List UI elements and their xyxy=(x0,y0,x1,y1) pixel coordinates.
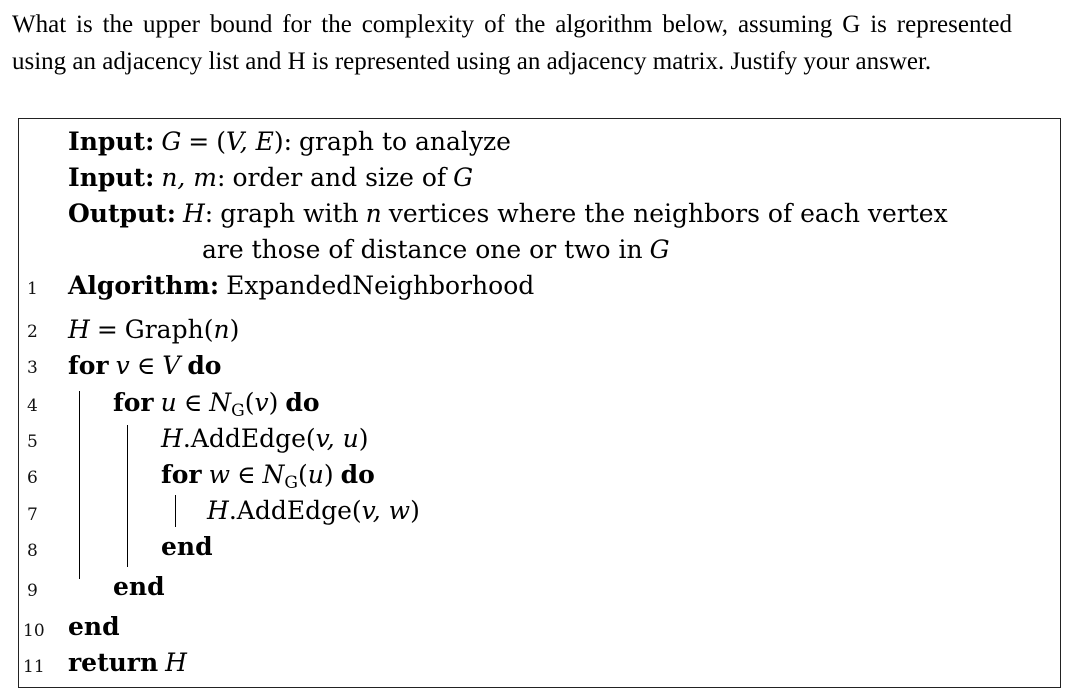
line-number: 4 xyxy=(27,396,38,416)
code-line-10: end xyxy=(68,612,120,641)
loop-bar-middle xyxy=(127,425,128,567)
line-number: 5 xyxy=(27,432,38,452)
output-line: Output: H: graph with n vertices where the neighbors of each vertex xyxy=(68,199,948,228)
algorithm-title: Algorithm: ExpandedNeighborhood xyxy=(68,271,535,300)
code-line-5: H.AddEdge(v, u) xyxy=(161,424,369,453)
line-number: 6 xyxy=(27,468,38,488)
code-line-11: return H xyxy=(68,648,187,677)
line-number: 2 xyxy=(27,322,38,342)
line-number: 7 xyxy=(27,505,38,525)
line-number: 9 xyxy=(27,581,38,601)
code-line-2: H = Graph(n) xyxy=(68,315,240,344)
code-line-9: end xyxy=(113,572,165,601)
question-text: What is the upper bound for the complexity of the algorithm below, assuming G is represented using an adjacency list and H is represented using an adjacency matrix. Justify your answer. xyxy=(12,11,1012,75)
loop-bar-inner xyxy=(175,495,176,527)
input-line-1: Input: G = (V, E): graph to analyze xyxy=(68,127,511,156)
code-line-4: for u ∈ $N_G(v)$ do xyxy=(113,388,320,421)
code-line-7: H.AddEdge(v, w) xyxy=(207,496,420,525)
line-number: 3 xyxy=(27,358,38,378)
line-number: 1 xyxy=(27,279,38,299)
code-line-6: for w ∈ $N_G(u)$ do xyxy=(161,460,375,493)
algorithm-box xyxy=(18,118,1061,688)
output-continuation: are those of distance one or two in G xyxy=(202,235,670,264)
line-number: 8 xyxy=(27,541,38,561)
loop-bar-outer xyxy=(79,391,80,579)
line-number: 11 xyxy=(23,657,45,677)
code-line-8: end xyxy=(161,532,213,561)
line-number: 10 xyxy=(23,621,45,641)
input-line-2: Input: n, m: order and size of G xyxy=(68,163,474,192)
code-line-3: for v ∈ V do xyxy=(68,351,222,380)
